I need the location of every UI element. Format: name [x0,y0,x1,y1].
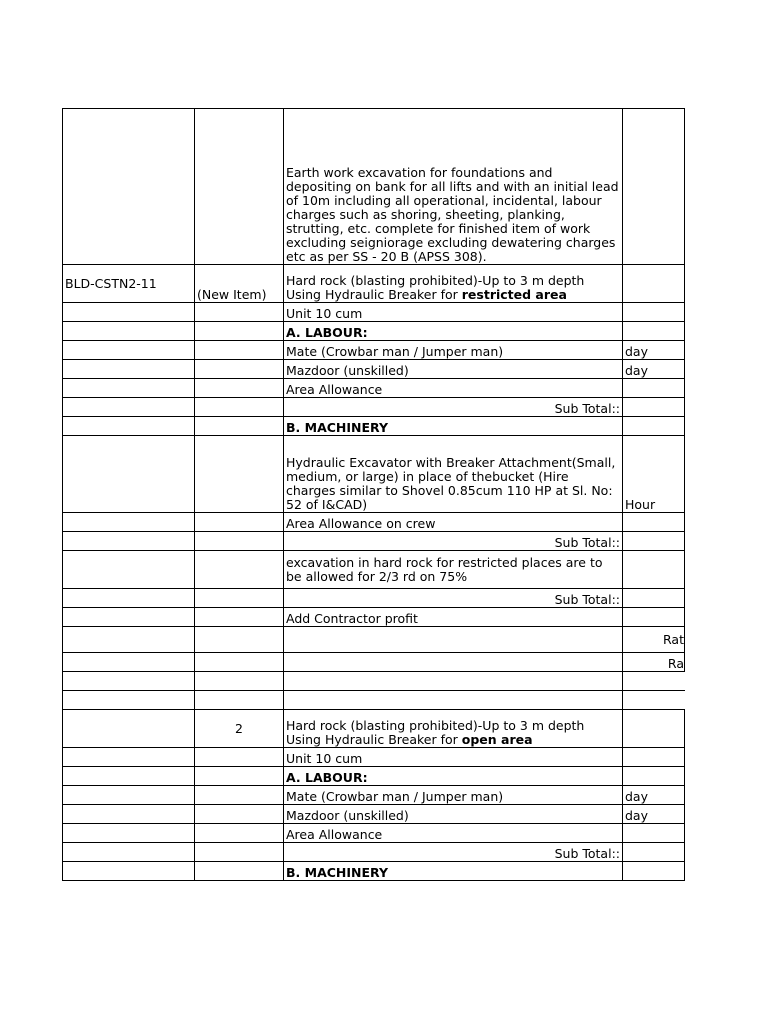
note-cell [195,589,284,608]
item-number: 2 [195,710,284,748]
item-description: Mazdoor (unskilled) [284,360,623,379]
code-cell [63,786,195,805]
unit-cell [623,672,685,691]
item-description: Area Allowance [284,824,623,843]
note-cell [195,417,284,436]
table-row [63,824,685,843]
code-cell [63,532,195,551]
code-cell [63,322,195,341]
code-cell [63,608,195,627]
item-description: Mate (Crowbar man / Jumper man) [284,786,623,805]
table-row [63,551,685,589]
unit-cell: day [623,360,685,379]
code-cell [63,109,195,265]
code-cell [63,551,195,589]
note-cell [195,691,284,710]
subtotal-label: Sub Total:: [284,398,623,417]
item-description: Area Allowance on crew [284,513,623,532]
note-cell [195,322,284,341]
item-description [284,653,623,672]
note-cell [195,786,284,805]
item-description: Area Allowance [284,379,623,398]
item-note: (New Item) [195,265,284,303]
code-cell [63,589,195,608]
note-cell [195,436,284,513]
note-cell [195,303,284,322]
table-row [63,109,685,265]
section-heading: A. LABOUR: [284,322,623,341]
code-cell [63,672,195,691]
code-cell [63,710,195,748]
description-emphasis: open area [461,732,533,747]
code-cell [63,805,195,824]
table-row [63,341,685,360]
note-cell [195,748,284,767]
table-row [63,653,685,672]
note-cell [195,551,284,589]
item-description [284,691,623,710]
unit-cell: Hour [623,436,685,513]
table-row [63,805,685,824]
table-row [63,360,685,379]
code-cell [63,360,195,379]
note-cell [195,360,284,379]
unit-label: Unit 10 cum [284,303,623,322]
table-row [63,672,685,691]
unit-cell [623,691,685,710]
table-row [63,322,685,341]
table-row [63,767,685,786]
item-description [284,627,623,653]
table-row [63,786,685,805]
unit-cell [623,417,685,436]
note-cell [195,824,284,843]
note-cell [195,109,284,265]
item-description [284,672,623,691]
table-row [63,379,685,398]
note-cell [195,653,284,672]
code-cell [63,748,195,767]
subtotal-label: Sub Total:: [284,589,623,608]
item-description: Add Contractor profit [284,608,623,627]
note-cell [195,513,284,532]
code-cell [63,513,195,532]
table-row [63,589,685,608]
unit-label: Unit 10 cum [284,748,623,767]
code-cell [63,417,195,436]
unit-cell [623,303,685,322]
unit-cell [623,513,685,532]
code-cell [63,843,195,862]
subtotal-label: Sub Total:: [284,532,623,551]
description-text: Hard rock (blasting prohibited)-Up to 3 m depth Using Hydraulic Breaker for [286,273,585,302]
description-emphasis: restricted area [461,287,567,302]
item-description: Mate (Crowbar man / Jumper man) [284,341,623,360]
code-cell [63,341,195,360]
table-row [63,862,685,881]
note-cell [195,862,284,881]
table-row [63,513,685,532]
unit-cell [623,551,685,589]
table-row [63,627,685,653]
note-cell [195,672,284,691]
unit-cell [623,589,685,608]
table-row [63,532,685,551]
item-description: Mazdoor (unskilled) [284,805,623,824]
code-cell [63,862,195,881]
table-row [63,843,685,862]
code-cell [63,379,195,398]
note-cell [195,341,284,360]
unit-cell [623,398,685,417]
note-cell [195,767,284,786]
item-description [284,710,623,748]
rate-label: Ra [623,653,685,672]
unit-cell: day [623,786,685,805]
unit-cell: day [623,341,685,360]
table-row [63,608,685,627]
table-row [63,303,685,322]
table-row [63,398,685,417]
note-cell [195,398,284,417]
unit-cell [623,767,685,786]
rate-analysis-table [62,108,685,881]
note-cell [195,532,284,551]
unit-cell [623,265,685,303]
unit-cell [623,608,685,627]
item-description: Earth work excavation for foundations and depositing on bank for all lifts and with an initial lead of 10m including all operational, incidental, labour charges such as shoring, sheeting, planking, strutting, etc. complete for finished item of work excluding seigniorage excluding dewatering charges etc as per SS - 20 B (APSS 308). [284,109,623,265]
code-cell [63,436,195,513]
item-description: Hydraulic Excavator with Breaker Attachment(Small, medium, or large) in place of thebucket (Hire charges similar to Shovel 0.85cum 110 HP at Sl. No: 52 of I&CAD) [284,436,623,513]
table-row [63,265,685,303]
unit-cell [623,532,685,551]
code-cell [63,627,195,653]
table-row [63,710,685,748]
code-cell [63,398,195,417]
description-text: Hard rock (blasting prohibited)-Up to 3 m depth Using Hydraulic Breaker for [286,718,585,747]
code-cell [63,303,195,322]
item-description [284,265,623,303]
note-cell [195,843,284,862]
item-code: BLD-CSTN2-11 [63,265,195,303]
table-row [63,417,685,436]
code-cell [63,767,195,786]
rate-label: Rat [623,627,685,653]
unit-cell [623,322,685,341]
section-heading: A. LABOUR: [284,767,623,786]
table-row [63,748,685,767]
unit-cell [623,862,685,881]
code-cell [63,653,195,672]
section-heading: B. MACHINERY [284,417,623,436]
unit-cell [623,843,685,862]
unit-cell [623,748,685,767]
code-cell [63,691,195,710]
note-cell [195,805,284,824]
unit-cell [623,109,685,265]
subtotal-label: Sub Total:: [284,843,623,862]
section-heading: B. MACHINERY [284,862,623,881]
unit-cell [623,710,685,748]
table-row [63,691,685,710]
item-description: excavation in hard rock for restricted places are to be allowed for 2/3 rd on 75% [284,551,623,589]
unit-cell [623,379,685,398]
table-row [63,436,685,513]
note-cell [195,627,284,653]
unit-cell [623,824,685,843]
note-cell [195,379,284,398]
note-cell [195,608,284,627]
unit-cell: day [623,805,685,824]
code-cell [63,824,195,843]
